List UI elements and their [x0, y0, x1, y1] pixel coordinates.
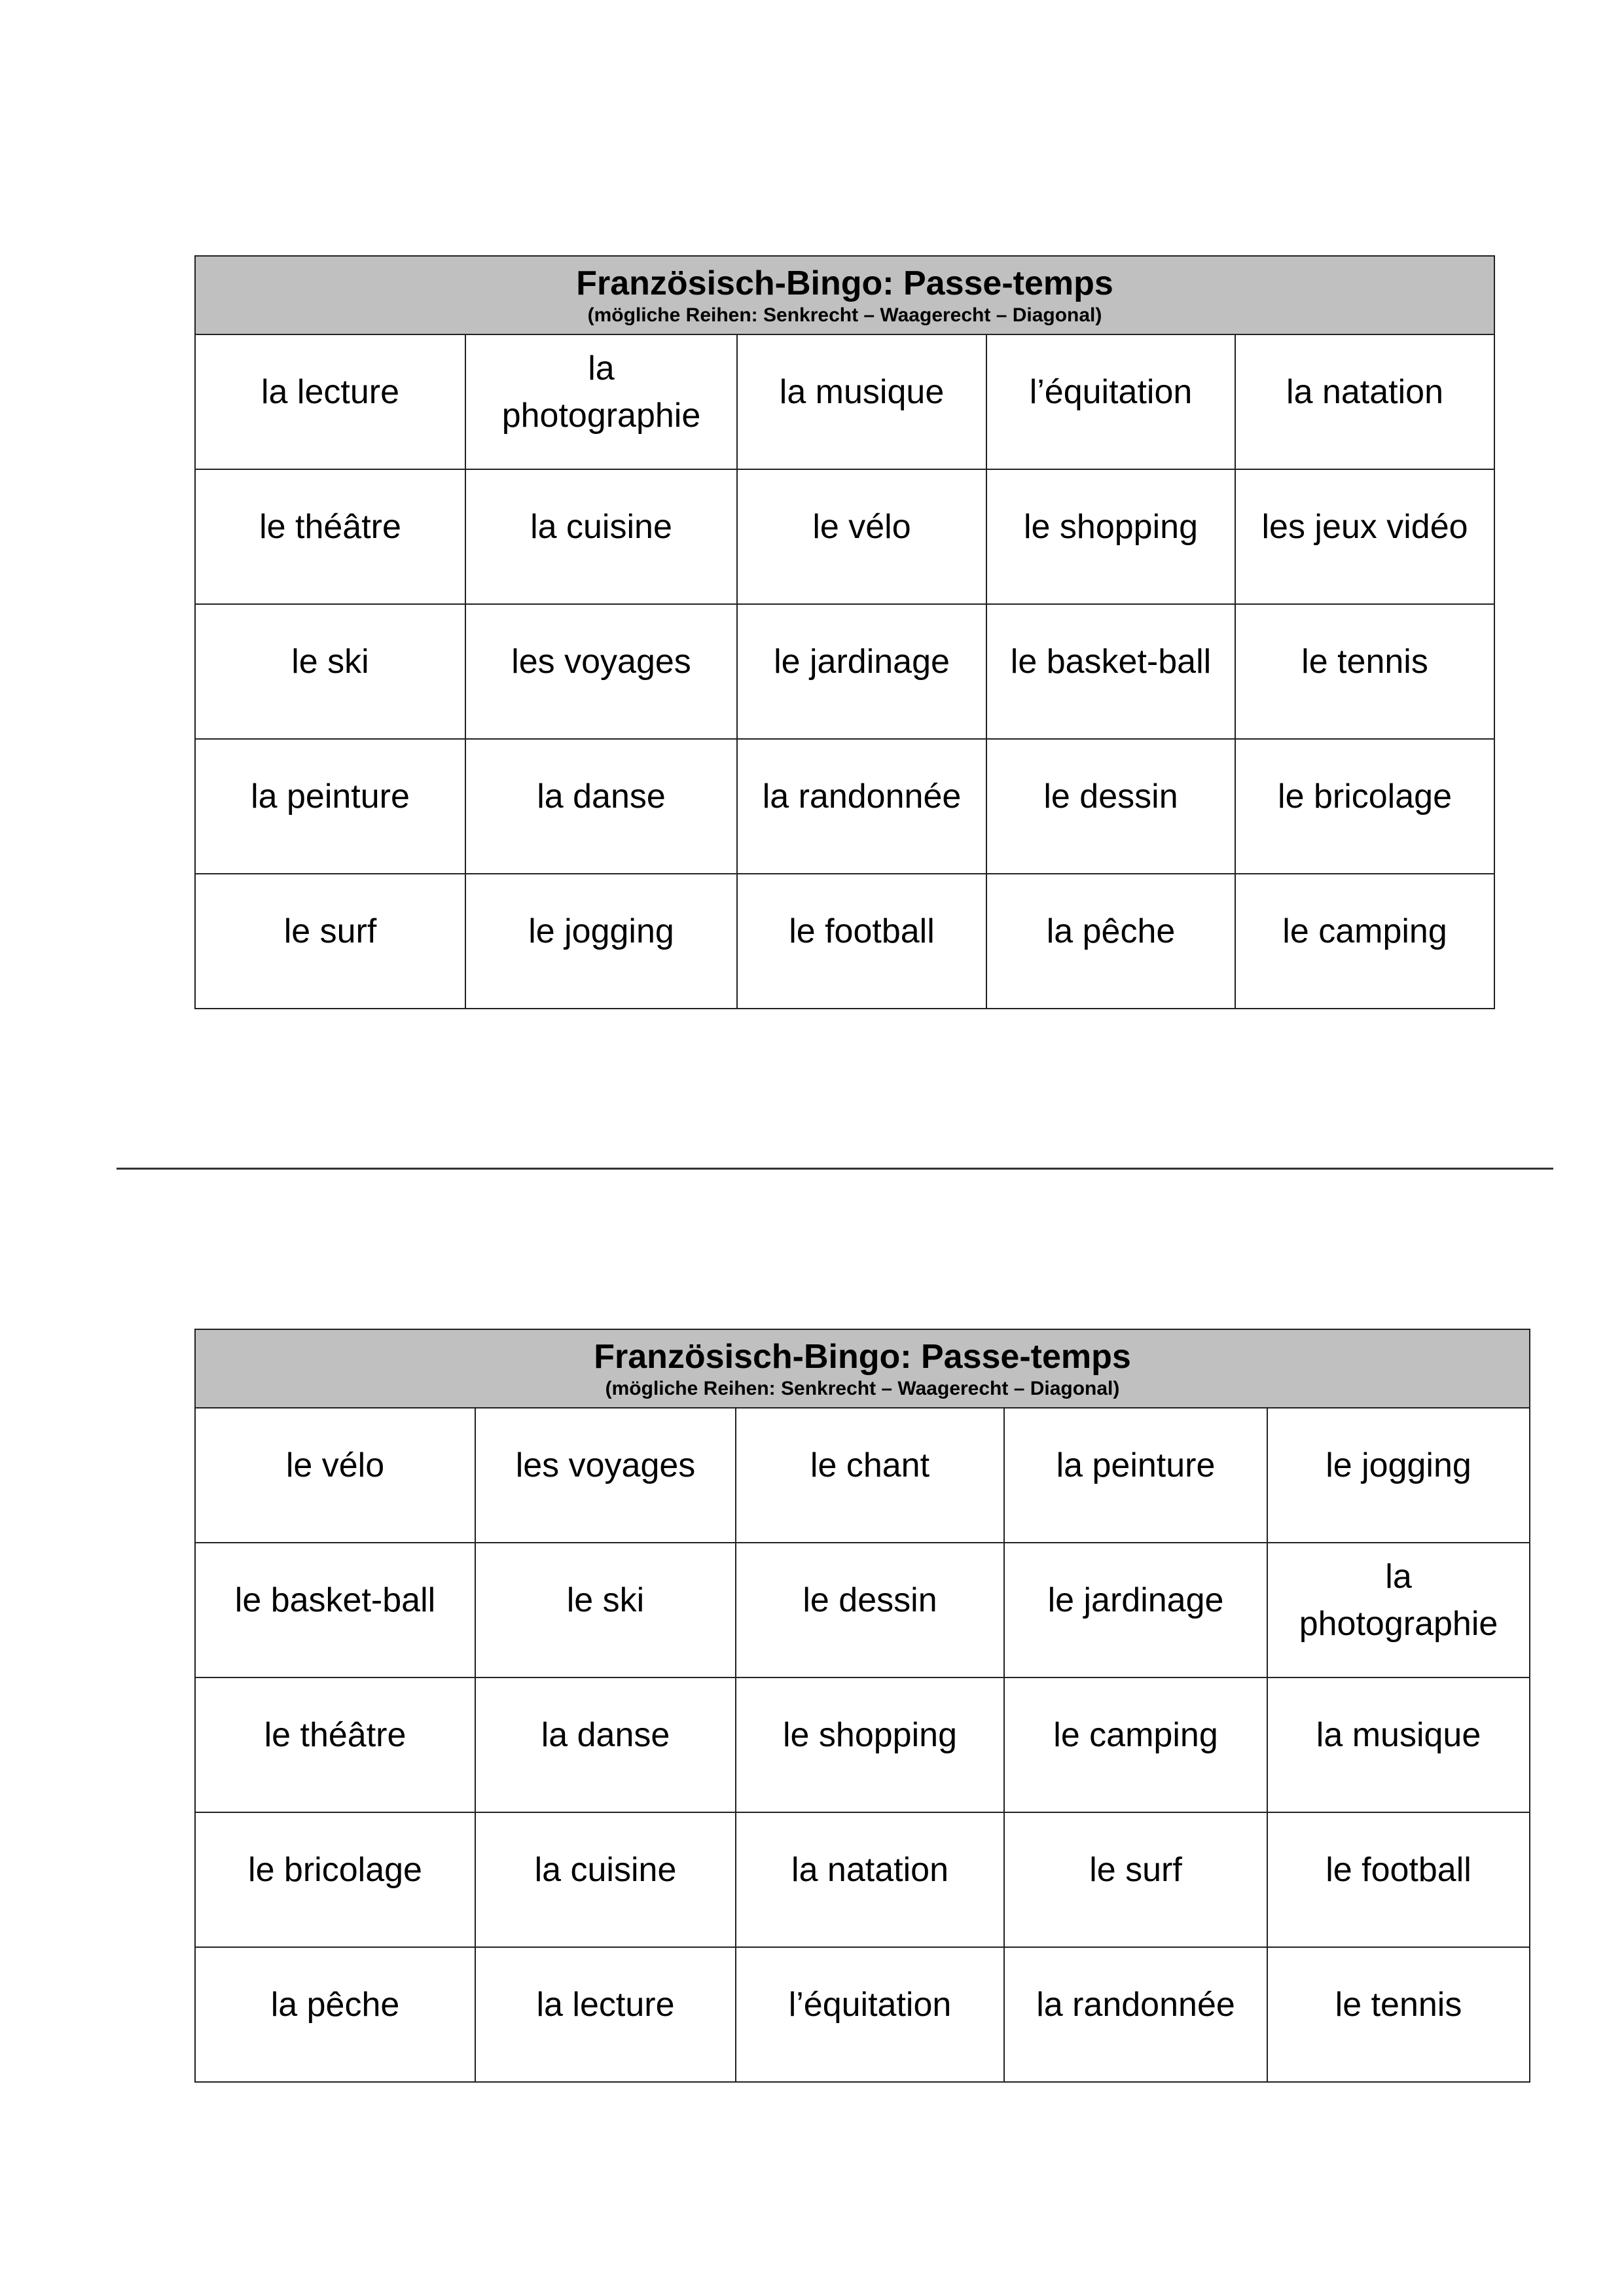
bingo-cell[interactable]: le tennis: [1235, 604, 1494, 739]
bingo-cell[interactable]: les voyages: [465, 604, 737, 739]
card-subtitle: (mögliche Reihen: Senkrecht – Waagerecht – Diagonal): [605, 1378, 1120, 1399]
card-header: [195, 1329, 1530, 1408]
cut-line-divider: [117, 1168, 1553, 1170]
bingo-cell[interactable]: la musique: [1267, 1677, 1530, 1812]
card-title: Französisch-Bingo: Passe-temps: [576, 264, 1113, 302]
bingo-cell[interactable]: le ski: [475, 1543, 736, 1677]
bingo-cell[interactable]: la peinture: [1004, 1408, 1267, 1543]
bingo-card-2: [194, 1329, 1530, 2083]
card-subtitle: (mögliche Reihen: Senkrecht – Waagerecht – Diagonal): [587, 304, 1102, 326]
bingo-cell[interactable]: la lecture: [475, 1947, 736, 2082]
bingo-cell[interactable]: la natation: [1235, 334, 1494, 469]
bingo-cell[interactable]: la natation: [736, 1812, 1004, 1947]
bingo-cell[interactable]: l’équitation: [736, 1947, 1004, 2082]
bingo-cell[interactable]: le vélo: [737, 469, 986, 604]
bingo-cell[interactable]: le jogging: [465, 874, 737, 1009]
bingo-row: [195, 1677, 1530, 1812]
bingo-row: [195, 1947, 1530, 2082]
bingo-row: [195, 1543, 1530, 1677]
bingo-row: [195, 334, 1494, 469]
bingo-cell[interactable]: le dessin: [986, 739, 1235, 874]
bingo-row: [195, 1812, 1530, 1947]
bingo-row: [195, 1408, 1530, 1543]
bingo-row: [195, 874, 1494, 1009]
bingo-row: [195, 739, 1494, 874]
bingo-cell[interactable]: le shopping: [986, 469, 1235, 604]
bingo-cell[interactable]: le football: [737, 874, 986, 1009]
bingo-cell[interactable]: le basket-ball: [986, 604, 1235, 739]
bingo-cell[interactable]: la photographie: [465, 334, 737, 469]
bingo-cell[interactable]: la cuisine: [465, 469, 737, 604]
bingo-cell[interactable]: le jogging: [1267, 1408, 1530, 1543]
bingo-cell[interactable]: le tennis: [1267, 1947, 1530, 2082]
bingo-cell[interactable]: le bricolage: [195, 1812, 475, 1947]
bingo-cell[interactable]: le basket-ball: [195, 1543, 475, 1677]
bingo-cell[interactable]: les jeux vidéo: [1235, 469, 1494, 604]
bingo-cell[interactable]: le bricolage: [1235, 739, 1494, 874]
bingo-card-1: [194, 255, 1495, 1009]
bingo-cell[interactable]: la lecture: [195, 334, 465, 469]
bingo-cell[interactable]: le vélo: [195, 1408, 475, 1543]
bingo-cell[interactable]: le surf: [1004, 1812, 1267, 1947]
bingo-cell[interactable]: le shopping: [736, 1677, 1004, 1812]
bingo-cell[interactable]: les voyages: [475, 1408, 736, 1543]
bingo-cell[interactable]: la cuisine: [475, 1812, 736, 1947]
bingo-cell[interactable]: le camping: [1235, 874, 1494, 1009]
bingo-cell[interactable]: la musique: [737, 334, 986, 469]
bingo-cell[interactable]: le football: [1267, 1812, 1530, 1947]
bingo-cell[interactable]: le théâtre: [195, 469, 465, 604]
bingo-cell[interactable]: la danse: [475, 1677, 736, 1812]
bingo-cell[interactable]: le jardinage: [1004, 1543, 1267, 1677]
bingo-cell[interactable]: la photographie: [1267, 1543, 1530, 1677]
bingo-cell[interactable]: le dessin: [736, 1543, 1004, 1677]
bingo-cell[interactable]: le camping: [1004, 1677, 1267, 1812]
bingo-cell[interactable]: le théâtre: [195, 1677, 475, 1812]
bingo-row: [195, 469, 1494, 604]
bingo-cell[interactable]: la danse: [465, 739, 737, 874]
card-title: Französisch-Bingo: Passe-temps: [594, 1338, 1131, 1376]
bingo-cell[interactable]: la randonnée: [1004, 1947, 1267, 2082]
bingo-cell[interactable]: l’équitation: [986, 334, 1235, 469]
bingo-cell[interactable]: le surf: [195, 874, 465, 1009]
bingo-cell[interactable]: le jardinage: [737, 604, 986, 739]
bingo-cell[interactable]: la peinture: [195, 739, 465, 874]
bingo-cell[interactable]: le ski: [195, 604, 465, 739]
bingo-cell[interactable]: la pêche: [195, 1947, 475, 2082]
card-header: [195, 256, 1494, 334]
bingo-cell[interactable]: le chant: [736, 1408, 1004, 1543]
bingo-cell[interactable]: la randonnée: [737, 739, 986, 874]
bingo-cell[interactable]: la pêche: [986, 874, 1235, 1009]
bingo-row: [195, 604, 1494, 739]
